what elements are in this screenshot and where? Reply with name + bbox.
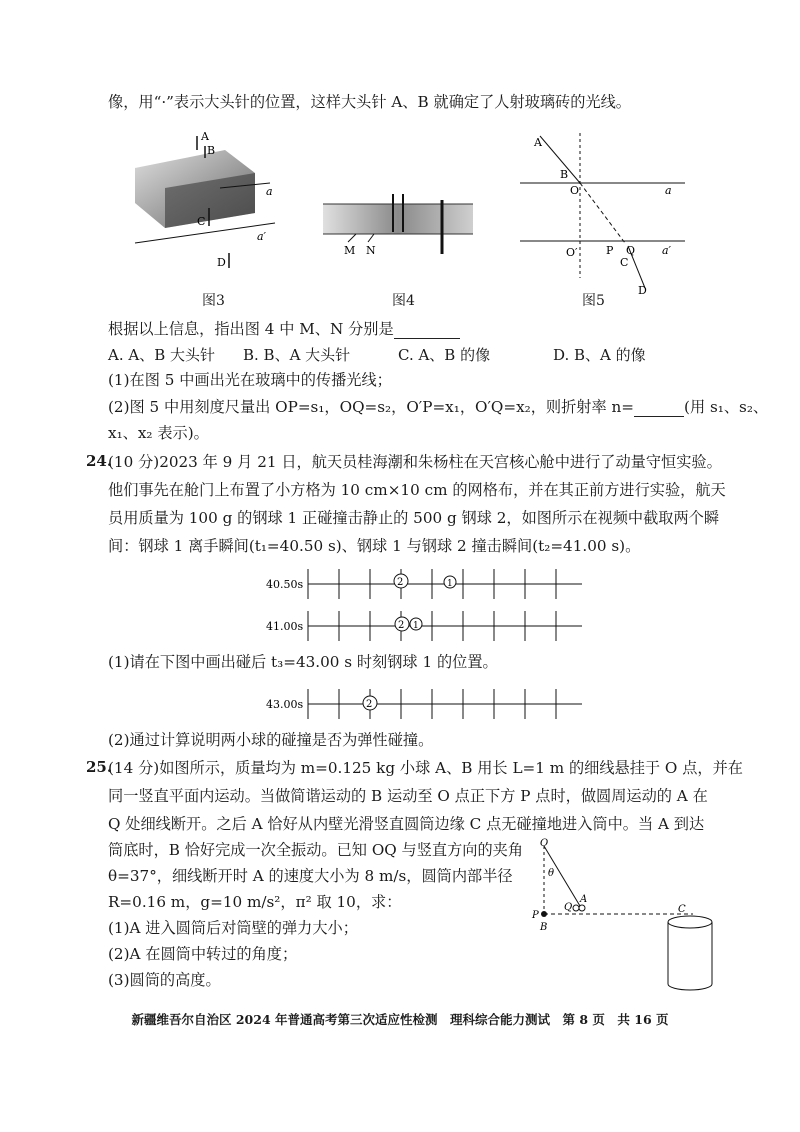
q25-line5: θ=37°，细线断开时 A 的速度大小为 8 m/s，圆筒内部半径 [108, 867, 513, 885]
q23-part1: (1)在图 5 中画出光在玻璃中的传播光线； [108, 371, 392, 389]
q25-line2: 同一竖直平面内运动。当做简谐运动的 B 运动至 O 点正下方 P 点时，做圆周运动的 A 在 [108, 787, 708, 805]
q25-part1: (1)A 进入圆筒后对筒壁的弹力大小； [108, 919, 358, 937]
ball-q-marker [573, 905, 579, 911]
label-Q: Q [564, 902, 573, 913]
ball-2-label: 2 [397, 577, 404, 588]
label-a: a [266, 185, 273, 198]
q23-part2-cont: x₁、x₂ 表示)。 [108, 424, 209, 442]
label-B: B [540, 922, 548, 933]
q24-part2: (2)通过计算说明两小球的碰撞是否为弹性碰撞。 [108, 731, 434, 749]
cylinder-top [668, 916, 712, 928]
q23-mn-question-text: 根据以上信息，指出图 4 中 M、N 分别是 [108, 320, 394, 338]
label-a: a [665, 184, 672, 197]
label-P: P [606, 244, 614, 257]
grid-time-label: 41.00s [266, 620, 304, 633]
label-A: A [534, 136, 542, 149]
figure-3 [125, 128, 285, 278]
figure-5 [520, 128, 690, 298]
grid-time-label: 40.50s [266, 578, 304, 591]
label-D: D [638, 284, 647, 297]
q25-part3: (3)圆筒的高度。 [108, 971, 221, 989]
figure-3-caption: 图3 [202, 293, 225, 309]
cylinder-bottom [668, 984, 712, 990]
refracted-dashed [580, 183, 625, 243]
grid-40-50s [264, 566, 584, 602]
q23-part2-text-b: (用 s₁、s₂、 [684, 398, 769, 416]
label-A: A [580, 894, 588, 905]
answer-blank-n[interactable] [634, 396, 684, 417]
option-a[interactable]: A. A、B 大头针 [108, 346, 215, 364]
label-O: O [570, 184, 580, 197]
label-M: M [344, 244, 356, 257]
option-c[interactable]: C. A、B 的像 [398, 346, 491, 364]
label-B: B [560, 168, 569, 181]
q24-number: 24. [86, 452, 113, 470]
label-C: C [678, 904, 686, 915]
label-N: N [366, 244, 376, 257]
ball-1-label: 1 [447, 579, 453, 589]
ball-a [579, 905, 585, 911]
option-b[interactable]: B. B、A 大头针 [243, 346, 351, 364]
q23-mn-question [108, 318, 460, 339]
label-a-prime: a′ [257, 230, 267, 243]
label-A: A [201, 130, 209, 143]
q25-line1: (14 分)如图所示，质量均为 m=0.125 kg 小球 A、B 用长 L=1 m 的细线悬挂于 O 点，并在 [108, 759, 743, 777]
label-C: C [197, 215, 206, 228]
q25-line6: R=0.16 m，g=10 m/s²，π² 取 10，求： [108, 893, 402, 911]
q23-part2 [108, 396, 768, 417]
label-O-prime: O′ [566, 246, 578, 259]
q24-part1: (1)请在下图中画出碰后 t₃=43.00 s 时刻钢球 1 的位置。 [108, 653, 498, 671]
ball-2-label: 2 [366, 699, 373, 710]
figure-4 [318, 182, 478, 262]
q23-part2-text: (2)图 5 中用刻度尺量出 OP=s₁，OQ=s₂，O′P=x₁，O′Q=x₂，则折射率 n= [108, 398, 635, 416]
q24-line2: 他们事先在舱门上布置了小方格为 10 cm×10 cm 的网格布，并在其正前方进行实验，航天 [108, 481, 726, 499]
grid-41-00s [264, 608, 584, 644]
grid-43-00s[interactable] [264, 686, 584, 722]
page-footer: 新疆维吾尔自治区 2024 年普通高考第三次适应性检测 理科综合能力测试 第 8 页 共 16 页 [131, 1012, 669, 1027]
q24-line1: (10 分)2023 年 9 月 21 日，航天员桂海潮和朱杨柱在天宫核心舱中进行了动量守恒实验。 [108, 453, 722, 471]
label-C: C [620, 256, 629, 269]
label-a-prime: a′ [662, 244, 672, 257]
q25-line3: Q 处细线断开。之后 A 恰好从内壁光滑竖直圆筒边缘 C 点无碰撞地进入筒中。当 A 到达 [108, 815, 705, 833]
intro-line: 像，用“·”表示大头针的位置，这样大头针 A、B 就确定了人射玻璃砖的光线。 [108, 93, 631, 111]
q24-line4: 间：钢球 1 离手瞬间(t₁=40.50 s)、钢球 1 与钢球 2 撞击瞬间(t₂=41.00 s)。 [108, 537, 641, 555]
label-D: D [217, 256, 226, 269]
q25-number: 25. [86, 758, 113, 776]
figure-5-caption: 图5 [582, 293, 605, 309]
option-d[interactable]: D. B、A 的像 [553, 346, 646, 364]
q25-figure [528, 838, 718, 996]
label-theta: θ [548, 868, 555, 879]
ball-b [541, 911, 547, 917]
figure-4-caption: 图4 [392, 293, 415, 309]
glass-brick-side [323, 204, 473, 234]
label-O: O [540, 838, 549, 849]
ball-2-label: 2 [398, 620, 405, 631]
ball-1-label: 1 [413, 621, 419, 631]
label-Q: Q [626, 244, 636, 257]
q25-part2: (2)A 在圆筒中转过的角度； [108, 945, 298, 963]
q25-line4: 筒底时，B 恰好完成一次全振动。已知 OQ 与竖直方向的夹角 [108, 841, 524, 859]
grid-time-label: 43.00s [266, 698, 304, 711]
label-B: B [207, 144, 216, 157]
answer-blank-mn[interactable] [394, 318, 460, 339]
q24-line3: 员用质量为 100 g 的钢球 1 正碰撞击静止的 500 g 钢球 2，如图所示在视频中截取两个瞬 [108, 509, 720, 527]
label-P: P [532, 910, 539, 921]
